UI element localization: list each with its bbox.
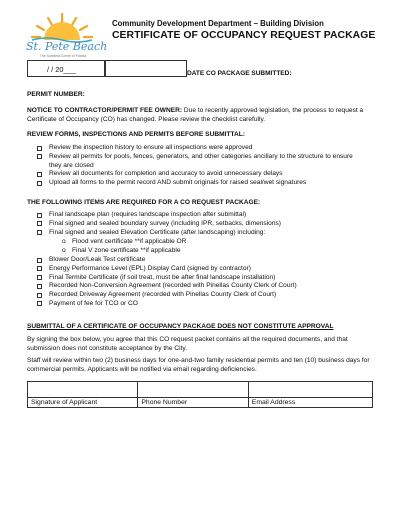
- list-item: Recorded Non-Conversion Agreement (recorded with Pinellas County Clerk of Court): [37, 282, 367, 291]
- logo-tagline: The Sunniest Corner of Florida: [39, 54, 87, 58]
- checkbox[interactable]: [37, 181, 42, 186]
- email-label: Email Address: [248, 398, 372, 408]
- list-item: Final landscape plan (requires landscape inspection after submittal): [37, 211, 367, 220]
- required-heading: THE FOLLOWING ITEMS ARE REQUIRED FOR A CO REQUEST PACKAGE:: [27, 199, 261, 206]
- elevation-sub-list: [62, 238, 362, 256]
- checkbox[interactable]: [37, 293, 42, 298]
- list-item: Review all documents for completion and accuracy to avoid unnecessary delays: [37, 170, 367, 179]
- date-blank-box[interactable]: [105, 60, 187, 77]
- checkbox[interactable]: [37, 172, 42, 177]
- checkbox[interactable]: [37, 146, 42, 151]
- bullet-icon: o: [62, 238, 66, 245]
- staff-review-text: Staff will review within two (2) business days for one-and-two family residential permits and ten (10) business days for commercial permits. Applicants will be notified via email regarding deficiencies.: [27, 357, 370, 373]
- list-item: Payment of fee for TCO or CO: [37, 300, 367, 309]
- checkbox[interactable]: [37, 301, 42, 306]
- required-checklist-b: [37, 256, 367, 309]
- list-item: Final signed and sealed Elevation Certificate (after landscaping) including:: [37, 229, 367, 238]
- review-heading: REVIEW FORMS, INSPECTIONS AND PERMITS BEFORE SUBMITTAL:: [27, 131, 245, 138]
- list-item: Review the inspection history to ensure all inspections were approved: [37, 144, 367, 153]
- phone-input[interactable]: [138, 382, 248, 398]
- bullet-icon: o: [62, 246, 66, 254]
- department-name: Community Development Department – Building Division: [112, 19, 324, 28]
- checkbox[interactable]: [37, 154, 42, 159]
- list-item: Blower Door/Leak Test certificate: [37, 256, 367, 265]
- submittal-heading: SUBMITTAL OF A CERTIFICATE OF OCCUPANCY PACKAGE DOES NOT CONSTITUTE APPROVAL: [27, 323, 334, 330]
- date-submitted-input[interactable]: / / 20___: [27, 60, 105, 77]
- review-checklist: [37, 144, 367, 188]
- checkbox[interactable]: [37, 284, 42, 289]
- agreement-text: By signing the box below, you agree that this CO request packet contains all the required documents, and that submission does not constitute acceptance by the City.: [27, 336, 348, 352]
- checkbox[interactable]: [37, 275, 42, 280]
- notice-paragraph: [27, 107, 377, 125]
- signature-label: Signature of Applicant: [28, 398, 138, 408]
- list-item: Recorded Driveway Agreement (recorded with Pinellas County Clerk of Court): [37, 291, 367, 300]
- checkbox[interactable]: [37, 213, 42, 218]
- list-item: Upload all forms to the permit record AND submit originals for raised seal/wet signatures: [37, 179, 367, 188]
- checkbox[interactable]: [37, 258, 42, 263]
- list-item: Review all permits for pools, fences, generators, and other categories ancillary to the structure to ensure they are closed: [37, 153, 367, 171]
- signature-input[interactable]: [28, 382, 138, 398]
- list-item: o Flood vent certificate **if applicable OR: [62, 238, 187, 245]
- signature-table: [27, 381, 373, 408]
- list-item: o Final V zone certificate **if applicable: [62, 246, 181, 254]
- phone-label: Phone Number: [138, 398, 248, 408]
- permit-number-label: PERMIT NUMBER:: [27, 91, 85, 98]
- date-submitted-label: DATE CO PACKAGE SUBMITTED:: [187, 70, 292, 77]
- checkbox[interactable]: [37, 266, 42, 271]
- list-item: Energy Performance Level (EPL) Display Card (signed by contractor): [37, 265, 367, 274]
- st-pete-beach-logo: [22, 10, 108, 64]
- page-title: CERTIFICATE OF OCCUPANCY REQUEST PACKAGE: [112, 30, 376, 41]
- email-input[interactable]: [248, 382, 372, 398]
- notice-label: NOTICE TO CONTRACTOR/PERMIT FEE OWNER:: [27, 107, 183, 114]
- list-item: Final signed and sealed boundary survey (including IPR, setbacks, dimensions): [37, 220, 367, 229]
- checkbox[interactable]: [37, 221, 42, 226]
- notice-text: Due to recently approved legislation, the process to request a Certificate of Occupancy (CO) has changed. Please review the checklist carefully.: [27, 107, 364, 123]
- checkbox[interactable]: [37, 230, 42, 235]
- logo-text: St. Pete Beach: [26, 40, 108, 53]
- required-checklist-a: [37, 211, 367, 237]
- list-item: Final Termite Certificate (if soil treat, must be after final landscape installation): [37, 274, 367, 283]
